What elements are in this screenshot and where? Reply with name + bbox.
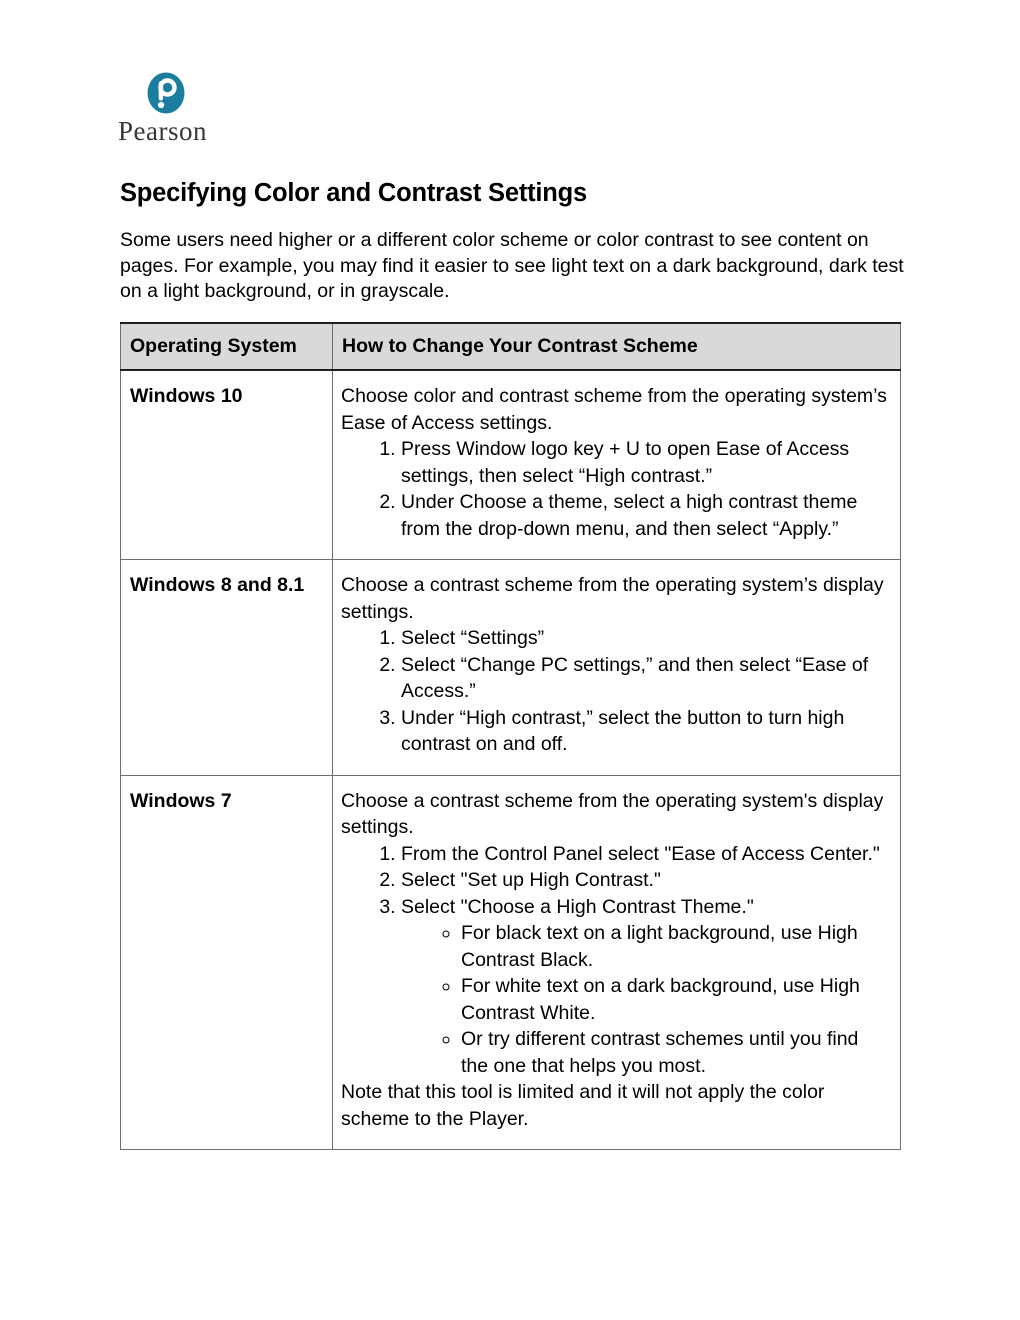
instructions-cell (333, 560, 901, 776)
step-item (401, 894, 890, 1080)
instructions-cell (333, 370, 901, 560)
os-name-cell: Windows 7 (121, 775, 333, 1150)
table-row-windows-10 (121, 370, 901, 560)
pearson-p-icon (147, 72, 185, 114)
step-item: 1. Select “Settings” (401, 625, 890, 652)
os-name-cell: Windows 8 and 8.1 (121, 560, 333, 776)
steps-list (341, 436, 890, 542)
table-row-windows-8 (121, 560, 901, 776)
sub-bullet-item: ◦ For black text on a light background, use High Contrast Black. (461, 920, 890, 973)
step-item: 1. Press Window logo key + U to open Ease of Access settings, then select “High contrast.” (401, 436, 890, 489)
step-item: 2. Under Choose a theme, select a high contrast theme from the drop-down menu, and then select “Apply.” (401, 489, 890, 542)
pearson-wordmark: Pearson (118, 116, 207, 146)
table-row-windows-7 (121, 775, 901, 1150)
cell-lead-text: Choose a contrast scheme from the operating system's display settings. (341, 789, 884, 838)
os-name-cell: Windows 10 (121, 370, 333, 560)
sub-bullet-list (401, 920, 890, 1079)
steps-list (341, 841, 890, 1080)
step-item: 3. Under “High contrast,” select the button to turn high contrast on and off. (401, 705, 890, 758)
step-text: Select "Choose a High Contrast Theme." (401, 895, 754, 918)
page-title: Specifying Color and Contrast Settings (120, 179, 588, 207)
cell-lead-text: Choose color and contrast scheme from the operating system’s Ease of Access settings. (341, 385, 887, 434)
sub-bullet-item: ◦ For white text on a dark background, use High Contrast White. (461, 973, 890, 1026)
intro-paragraph: Some users need higher or a different color scheme or color contrast to see content on pages. For example, you may find it easier to see light text on a dark background, dark test on a light background, or in grayscale. (120, 229, 904, 303)
column-header-operating-system: Operating System (121, 323, 333, 370)
column-header-how-to-change: How to Change Your Contrast Scheme (333, 323, 901, 370)
pearson-logo (118, 72, 207, 147)
step-item: 2. Select "Set up High Contrast." (401, 867, 890, 894)
sub-bullet-item: ◦ Or try different contrast schemes until you find the one that helps you most. (461, 1026, 890, 1079)
steps-list (341, 625, 890, 758)
contrast-settings-table (120, 322, 901, 1150)
cell-lead-text: Choose a contrast scheme from the operating system’s display settings. (341, 574, 884, 623)
cell-note-text: Note that this tool is limited and it will not apply the color scheme to the Player. (341, 1081, 825, 1130)
table-header-row (121, 323, 901, 370)
step-item: 1. From the Control Panel select "Ease of Access Center." (401, 841, 890, 868)
instructions-cell (333, 775, 901, 1150)
step-item: 2. Select “Change PC settings,” and then select “Ease of Access.” (401, 652, 890, 705)
